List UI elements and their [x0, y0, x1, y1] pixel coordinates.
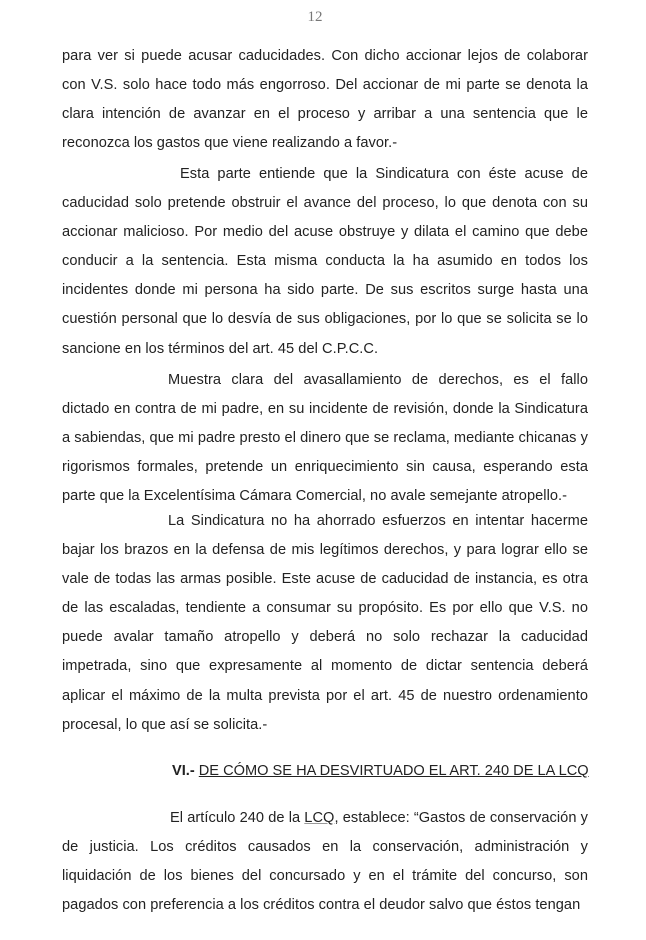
paragraph-text	[62, 804, 588, 920]
paragraph-text: Esta parte entiende que la Sindicatura con éste acuse de caducidad solo pretende obstruir el avance del proceso, lo que denota con su accionar malicioso. Por medio del acuse obstruye y dilata el camino que debe conducir a la sentencia. Esta misma conducta la ha asumido en todos los incidentes donde mi persona ha sido parte. De sus escritos surge hasta una cuestión personal que lo desvía de sus obligaciones, por lo que se solicita se lo sancione en los términos del art. 45 del C.P.C.C.	[62, 166, 588, 357]
paragraph-esfuerzos	[62, 507, 588, 740]
paragraph-art-240	[62, 804, 588, 920]
paragraph-text: La Sindicatura no ha ahorrado esfuerzos en intentar hacerme bajar los brazos en la defensa de mis legítimos derechos, y para lograr ello se vale de todas las armas posible. Este acuse de caducidad de instancia, es otra de las escaladas, tendiente a consumar su propósito. Es por ello que V.S. no puede avalar tamaño atropello y deberá no solo rechazar la caducidad impetrada, sino que expresamente al momento de dictar sentencia deberá aplicar el máximo de la multa prevista por el art. 45 de nuestro ordenamiento procesal, lo que así se solicita.-	[62, 513, 588, 733]
intro-after: , establece: “Gastos de conservación y de justicia. Los créditos causados en la conservación, administración y liquidación de los bienes del concursado y en el trámite del concurso, son pagados con preferencia a los créditos contra el deudor salvo que éstos tengan	[62, 810, 588, 914]
paragraph-text: para ver si puede acusar caducidades. Con dicho accionar lejos de colaborar con V.S. solo hace todo más engorroso. Del accionar de mi parte se denota la clara intención de avanzar en el proceso y arribar a una sentencia que le reconozca los gastos que viene realizando a favor.-	[62, 48, 588, 152]
page-number: 12	[307, 9, 323, 25]
intro-before: El artículo 240 de la	[170, 810, 305, 826]
paragraph-text: Muestra clara del avasallamiento de derechos, es el fallo dictado en contra de mi padre, en su incidente de revisión, donde la Sindicatura a sabiendas, que mi padre presto el dinero que se reclama, mediante chicanas y rigorismos formales, pretende un enriquecimiento sin causa, esperando esta parte que la Excelentísima Cámara Comercial, no avale semejante atropello.-	[62, 372, 588, 505]
lcq-reference: LCQ	[304, 810, 335, 826]
section-number: VI.-	[172, 763, 195, 779]
paragraph-continuation	[62, 42, 588, 158]
paragraph-sindicatura-obstruction	[62, 160, 588, 364]
section-title: DE CÓMO SE HA DESVIRTUADO EL ART. 240 DE LA LCQ	[198, 763, 589, 779]
paragraph-avasallamiento	[62, 366, 588, 511]
section-heading	[172, 760, 589, 782]
